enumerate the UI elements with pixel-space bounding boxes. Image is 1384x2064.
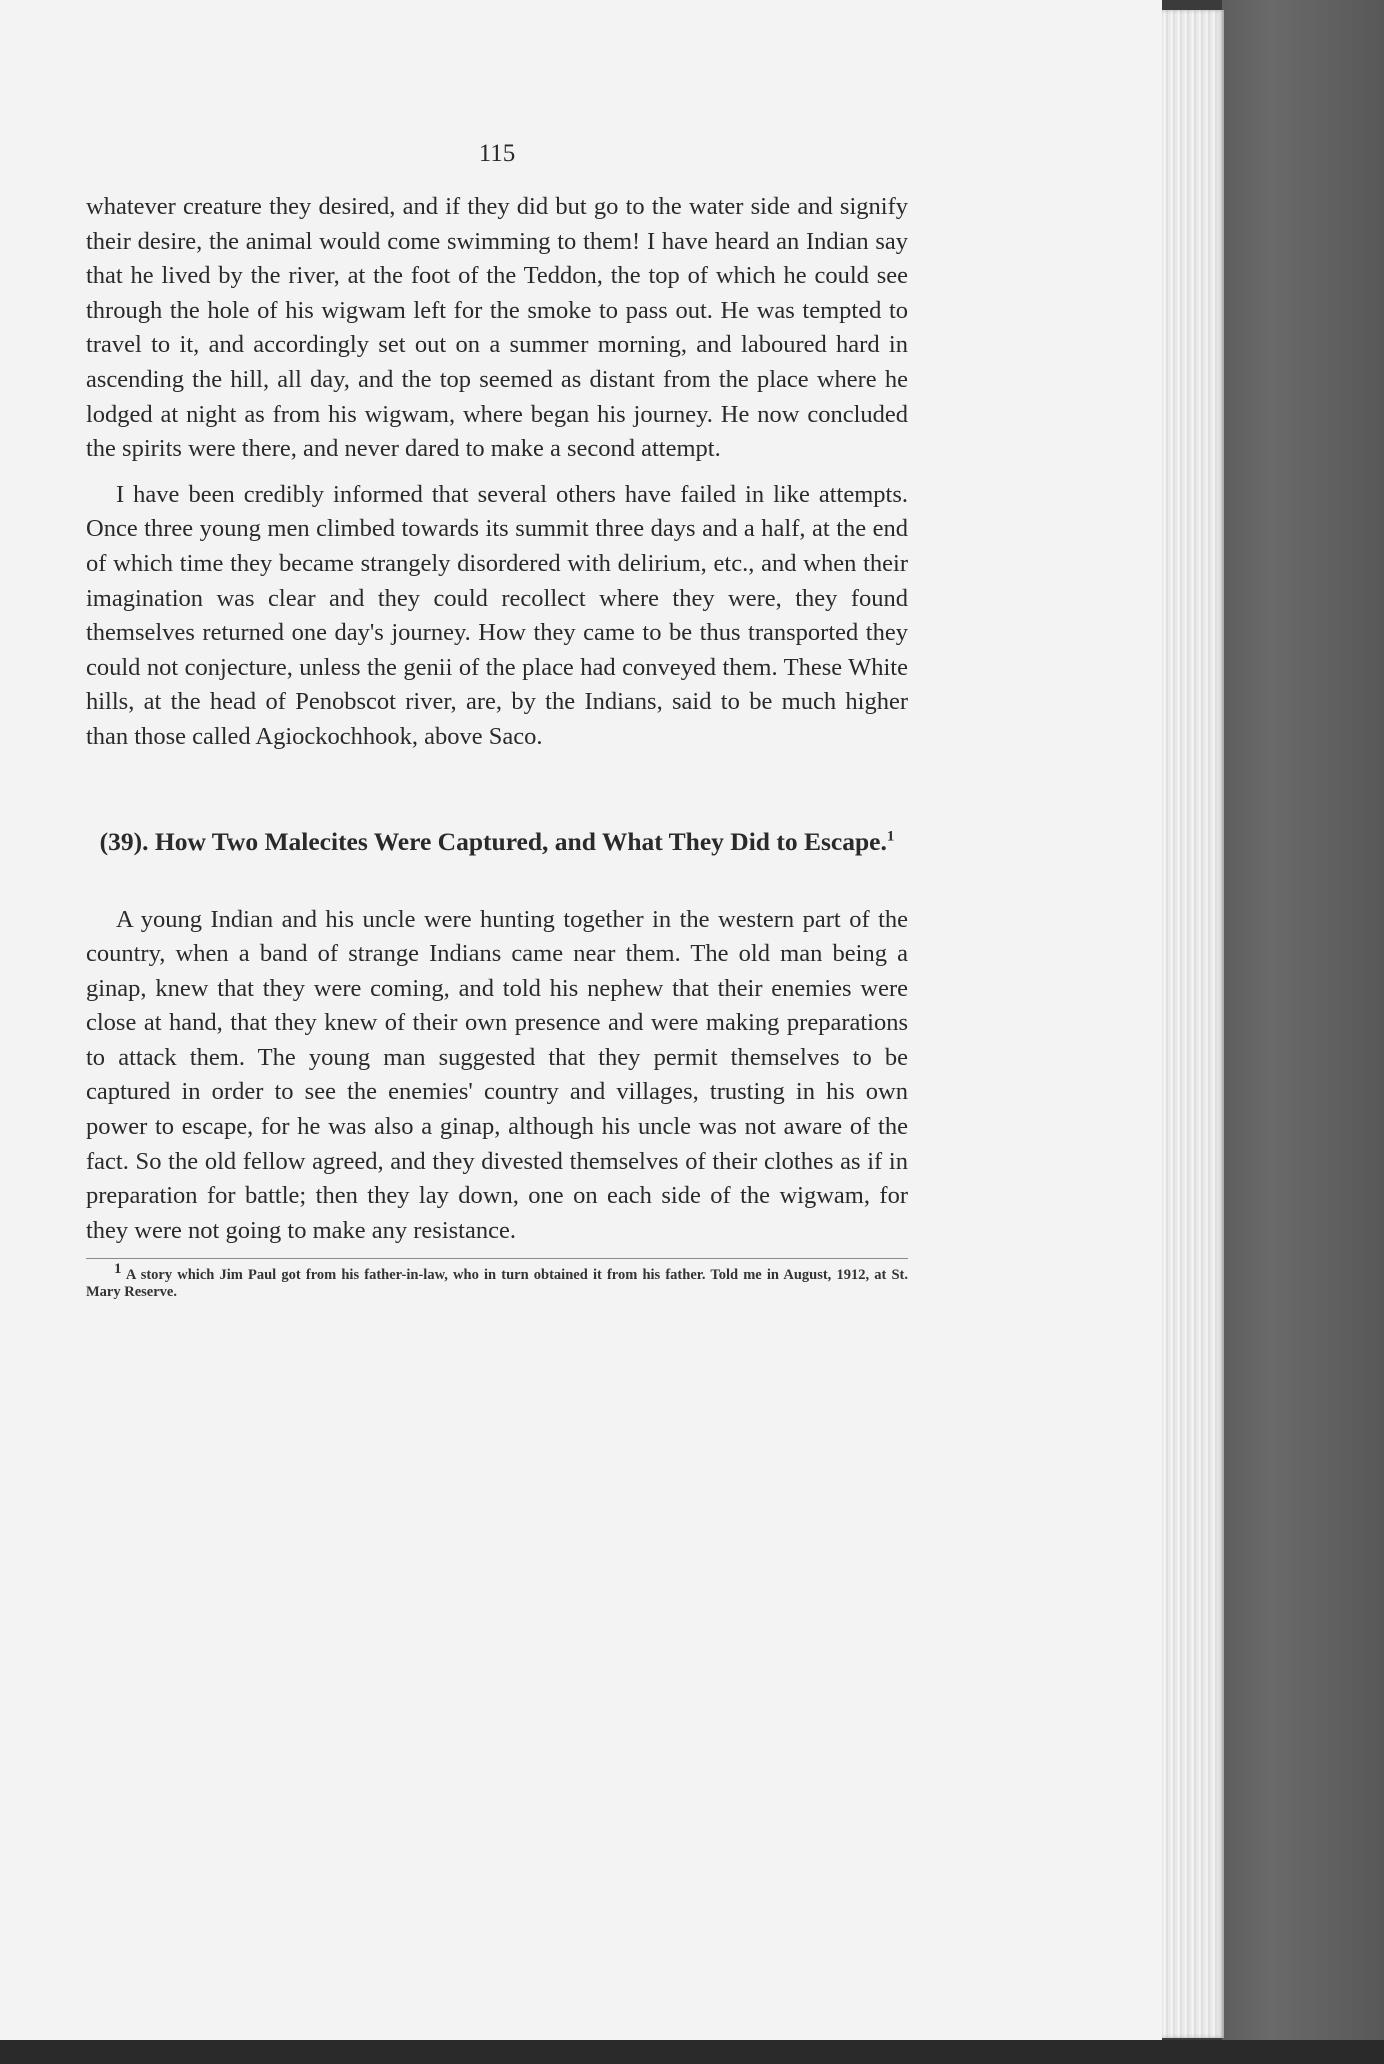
- scan-background: [1222, 0, 1384, 2064]
- page-number: 115: [478, 140, 516, 167]
- footnote-text: A story which Jim Paul got from his father-in-law, who in turn obtained it from his father. Told me in August, 1912, at St. Mary Reserve.: [86, 1267, 908, 1301]
- section-heading: [86, 825, 908, 859]
- footnote-rule: [86, 1258, 908, 1259]
- paragraph-2: I have been credibly informed that several others have failed in like attempts. Once three young men climbed towards its summit three days and a half, at the end of which time they became strangely disordered with delirium, etc., and when their imagination was clear and they could recollect where they were, they found themselves returned one day's journey. How they came to be thus transported they could not conjecture, unless the genii of the place had conveyed them. These White hills, at the head of Penobscot river, are, by the Indians, said to be much higher than those called Agiockochhook, above Saco.: [86, 480, 908, 750]
- story-paragraph: A young Indian and his uncle were hunting together in the western part of the country, when a band of strange Indians came near them. The old man being a ginap, knew that they were coming, and told his nephew that their enemies were close at hand, that they knew of their own presence and were making preparations to attack them. The young man suggested that they permit themselves to be captured in order to see the enemies' country and villages, trusting in his own power to escape, for he was also a ginap, although his uncle was not aware of the fact. So the old fellow agreed, and they divested themselves of their clothes as if in preparation for battle; then they lay down, one on each side of the wigwam, for they were not going to make any resistance.: [86, 905, 908, 1244]
- paragraph-1: whatever creature they desired, and if they did but go to the water side and signify their desire, the animal would come swimming to them! I have heard an Indian say that he lived by the river, at the foot of the Teddon, the top of which he could see through the hole of his wigwam left for the smoke to pass out. He was tempted to travel to it, and accordingly set out on a summer morning, and laboured hard in ascending the hill, all day, and the top seemed as distant from the place where he lodged at night as from his wigwam, where began his journey. He now concluded the spirits were there, and never dared to make a second attempt.: [86, 193, 908, 463]
- page-content: [86, 140, 908, 1301]
- section-heading-text: (39). How Two Malecites Were Captured, and What They Did to Escape.: [99, 826, 887, 856]
- footnote-reference: 1: [886, 828, 895, 844]
- footnote-mark: 1: [114, 1261, 122, 1278]
- page-edge: [1162, 10, 1224, 2038]
- footnote: [86, 1261, 908, 1301]
- scan-bottom-edge: [0, 2040, 1384, 2064]
